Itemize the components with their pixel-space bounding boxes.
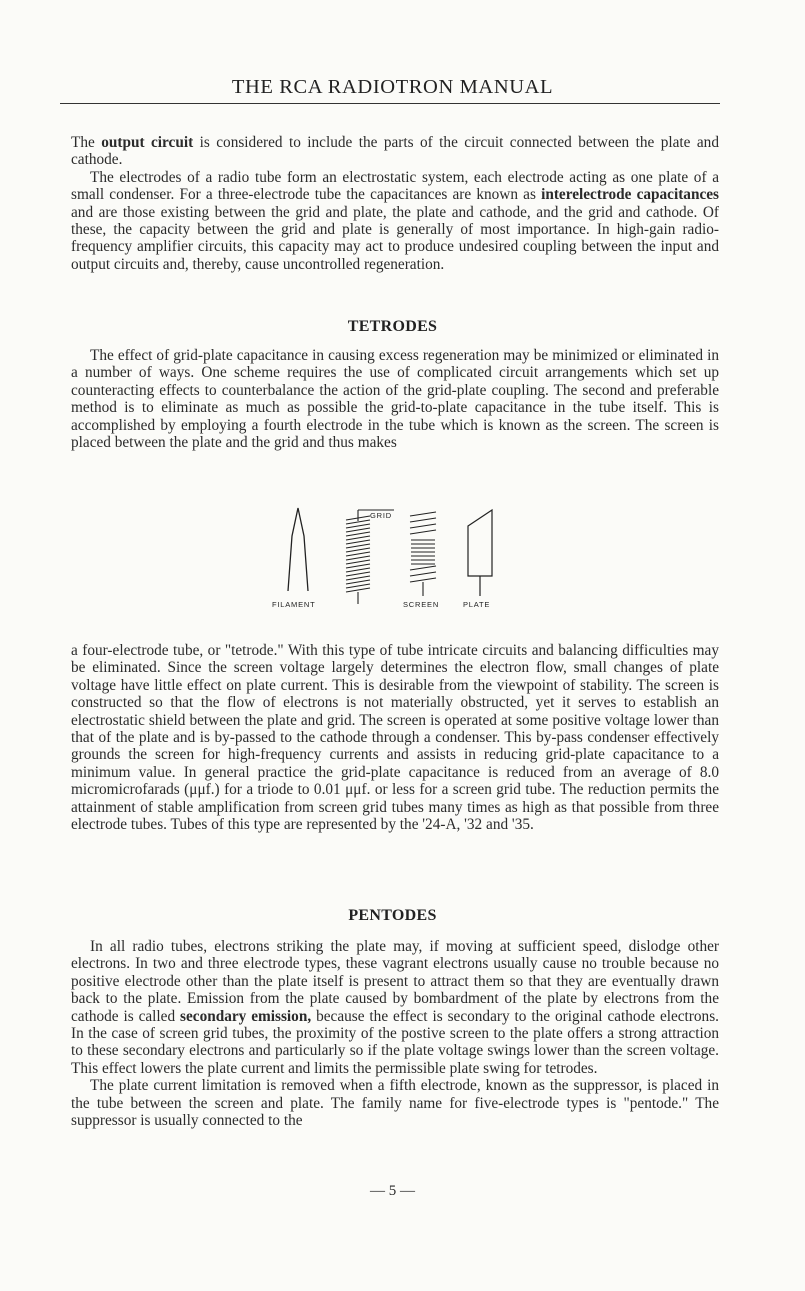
section-title-pentodes: PENTODES [348, 907, 437, 924]
section-title-tetrodes: TETRODES [347, 318, 438, 335]
intro-p2-pre: The electrodes of a radio tube form an electrostatic system, each electrode acting as one plate of a small condenser. For a three-electrode tube the capacitances are known as [71, 168, 719, 204]
screen-symbol [410, 512, 436, 596]
grid-label: GRID [370, 511, 392, 520]
intro-section [71, 134, 719, 273]
header-rule [60, 103, 720, 104]
filament-label: FILAMENT [272, 600, 316, 609]
pentodes-p1-post: because the effect is secondary to the original cathode electrons. In the case of screen grid tubes, the proximity of the postive screen to the plate offers a strong attraction to these secondary electrons and particularly so if the plate voltage swings lower than the screen voltage. This effect lowers the plate current and limits the permissible plate swing for tetrodes. [71, 1007, 719, 1077]
pentodes-paragraph-2: The plate current limitation is removed when a fifth electrode, known as the suppressor, is placed in the tube between the screen and plate. The family name for five-electrode types is "pentode." The suppressor is usually connected to the [71, 1077, 719, 1130]
tetrode-electrode-diagram [260, 496, 500, 616]
grid-symbol [346, 510, 394, 604]
term-interelectrode-capacitances: interelectrode capacitances [541, 186, 719, 204]
page-number: — 5 — [370, 1183, 415, 1199]
tetrodes-continued [71, 642, 719, 833]
intro-paragraph-2 [71, 169, 719, 273]
plate-symbol [468, 510, 492, 596]
intro-paragraph-1 [71, 134, 719, 169]
screen-label: SCREEN [403, 600, 440, 609]
filament-symbol [288, 508, 308, 591]
tetrodes-paragraph-1: The effect of grid-plate capacitance in causing excess regeneration may be minimized or eliminated in a number of ways. One scheme requires the use of complicated circuit arrangements which set up counteracting effects to counterbalance the action of the grid-plate coupling. The second and preferable method is to eliminate as much as possible the grid-to-plate capacitance in the tube itself. This is accomplished by employing a fourth electrode in the tube which is known as the screen. The screen is placed between the plate and the grid and thus makes [71, 347, 719, 452]
pentodes-paragraph-1 [71, 938, 719, 1077]
running-header: THE RCA RADIOTRON MANUAL [231, 76, 554, 98]
term-secondary-emission: secondary emission, [180, 1007, 312, 1025]
intro-p2-post: and are those existing between the grid and plate, the plate and cathode, and the grid and cathode. Of these, the capacity between the grid and plate is generally of most importance. In high-gain radio-frequency amplifier circuits, this capacity may act to produce undesired coupling between the input and output circuits and, thereby, cause uncontrolled regeneration. [71, 203, 719, 273]
tetrodes-paragraph-2: a four-electrode tube, or "tetrode." With this type of tube intricate circuits and balancing difficulties may be eliminated. Since the screen voltage largely determines the electron flow, small changes of plate voltage have little effect on plate current. This is desirable from the viewpoint of stability. The screen is constructed so that the flow of electrons is not materially obstructed, yet it serves to establish an electrostatic shield between the plate and grid. The screen is operated at some positive voltage lower than that of the plate and is by-passed to the cathode through a condenser. This by-pass condenser effectively grounds the screen for high-frequency currents and assists in reducing grid-plate capacitance to a minimum value. In general practice the grid-plate capacitance is reduced from an average of 8.0 micromicrofarads (μμf.) for a triode to 0.01 μμf. or less for a screen grid tube. The reduction permits the attainment of stable amplification from screen grid tubes many times as high as that possible from three electrode tubes. Tubes of this type are represented by the '24-A, '32 and '35. [71, 642, 719, 834]
pentodes-p1-pre: In all radio tubes, electrons striking the plate may, if moving at sufficient speed, dislodge other electrons. In two and three electrode types, these vagrant electrons usually cause no trouble because no positive electrode other than the plate itself is present to attract them so that they are eventually drawn back to the plate. Emission from the plate caused by bombardment of the plate by electrons from the cathode is called [71, 938, 719, 1025]
term-output-circuit: output circuit [101, 134, 194, 151]
pentodes-section [71, 938, 719, 1129]
plate-label: PLATE [463, 600, 491, 609]
tetrodes-section [71, 347, 719, 451]
intro-p1-pre: The [71, 134, 102, 151]
intro-p1-post: is considered to include the parts of the circuit connected between the plate and cathode. [71, 134, 719, 169]
